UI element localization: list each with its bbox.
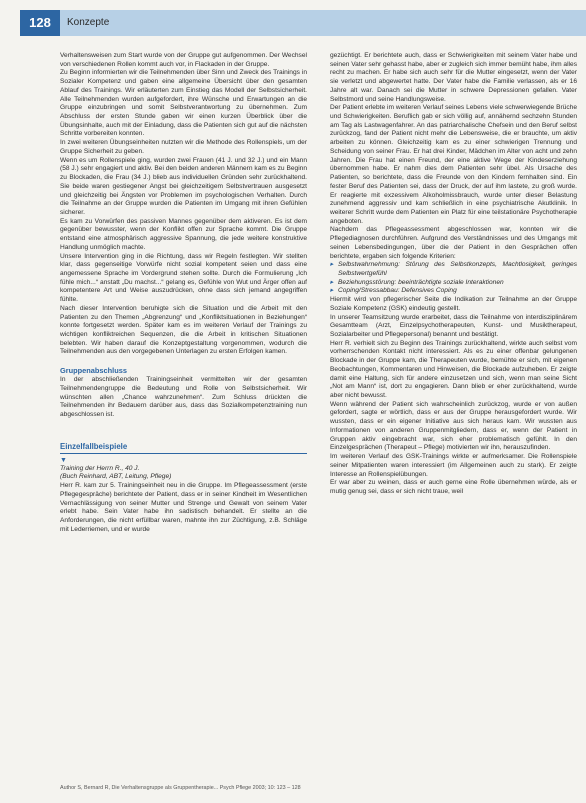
case-heading-rule	[60, 453, 307, 454]
paragraph: gezüchtigt. Er berichtete auch, dass er Schwierigkeiten mit seinem Vater habe und seinen Vater sehr gehasst habe, aber er zugleich sich immer bemüht habe, ihm alles recht zu machen. Er habe sich auch sehr für die Mutter eingesetzt, wenn der Vater sie verletzt und abgewertet hatte. Der Vater habe die Familie verlassen, als er 16 Jahre alt war. Danach sei die Mutter in schwere Depressionen gefallen. Vater Selbstmord und seine Handlungsweise.	[330, 52, 577, 103]
case-subtitle: (Buch Reinhard, ABT, Leitung, Pflege)	[60, 473, 172, 481]
paragraph: In unserer Teamsitzung wurde erarbeitet, dass die Teilnahme von interdisziplinärem Gesamtteam (Arzt, Einzelpsychotherapeuten, Kunst- und Musiktherapeut, Sozialarbeiter und Pflegepersonal) benannt und bestätigt.	[330, 313, 577, 338]
section-title: Konzepte	[67, 17, 110, 28]
paragraph: Wenn es um Rollenspiele ging, wurden zwei Frauen (41 J. und 32 J.) und ein Mann (58 J.) sehr engagiert und aktiv. Bei den beiden anderen Männern kam es zu Beginn zu Blockaden, die Frau (34 J.) blieb aus individuellen Gründen sehr zurückhaltend. Sie beide waren gestiegener Angst bei gleichzeitigem Selbstvertrauen ausgesetzt und gleichzeitig bei Ängsten vor Problemen im psychologischen Verhalten. Durch die Teilnahme an der Gruppe wurden die Patienten im Umgang mit ihren Gefühlen sicherer.	[60, 156, 307, 216]
list-item: ▸ Selbstwahrnehmung: Störung des Selbstkonzepts, Machtlosigkeit, geringes Selbstwertgefühl	[330, 261, 577, 278]
paragraph: Zu Beginn informierten wir die Teilnehmenden über Sinn und Zweck des Trainings in Sozialer Kompetenz und gaben eine allgemeine Übersicht über den gesamten Ablauf des Trainings. Wir erläuterten zum Einstieg das Modell der Selbstsicherheit. Alle Teilnehmenden wurden aufgefordert, ihre Wünsche und Erwartungen an die Gruppe einzubringen und somit Selbstverantwortung zu übernehmen. Zum Abschluss der ersten Stunde gaben wir einen kurzen Überblick über die Übungsinhalte, auch mit der Einladung, dass die Patienten sich gut auf die nächsten Schritte vorbereiten konnten.	[60, 69, 307, 138]
paragraph: In zwei weiteren Übungseinheiten nutzten wir die Methode des Rollenspiels, um der Gruppe Sicherheit zu geben.	[60, 139, 307, 155]
paragraph: Verhaltensweisen zum Start wurde von der Gruppe gut aufgenommen. Der Wechsel von verschiedenen Rollen kommt auch vor, in Flackaden in der Gruppe.	[60, 52, 307, 68]
footer-citation: Author S, Bernard R, Die Verhaltensgruppe als Gruppentherapie... Psych Pflege 2003; 10: 123 – 128	[60, 785, 301, 791]
paragraph: Unsere Intervention ging in die Richtung, dass wir Regeln festlegten. Wir stellten klar, dass gegenseitige Vorwürfe nicht sozial kompetent seien und dass eine angemessene Sprache im Vordergrund stehen sollte. Durch die Formulierung „Ich fühle mich...“ anstatt „Du machst...“ gelang es, Gefühle von Wut und Ärger offen auf kompetentere Art und Weise auszudrücken, ohne dass sich jemand angegriffen fühlte.	[60, 252, 307, 304]
list-item: ▸ Coping/Stressabbau: Defensives Coping	[330, 287, 577, 296]
arrow-down-icon: ▼	[60, 456, 67, 464]
paragraph: In der abschließenden Trainingseinheit vermittelten wir der gesamten Teilnehmendengruppe die Bedeutung und Rolle von Selbstsicherheit. Wir wünschten allen „Chance wahrzunehmen“. Zum Schluss drückten die Teilnehmenden ihr Bedauern darüber aus, dass das Sozialkompetenztraining nun abgeschlossen ist.	[60, 376, 307, 419]
diagnosis-list	[330, 261, 577, 296]
case-title: Training der Herrn R., 40 J.	[60, 464, 140, 472]
right-column	[330, 52, 577, 497]
paragraph: Hiermit wird von pflegerischer Seite die Indikation zur Teilnahme an der Gruppe Soziale Kompetenz (GSK) eindeutig gestellt.	[330, 296, 577, 312]
paragraph: Der Patient erlebte im weiteren Verlauf seines Lebens viele schwerwiegende Brüche und Schwierigkeiten. Beruflich gab er sich völlig auf, annähernd sechzehn Stunden am Tag als Lastwagenfahrer. An das patriarchalische Chefsein und den Beruf selbst zurückzog, fand der Patient nicht mehr die Lebensweise, die er brauchte, um aktiv arbeiten zu können. Gleichzeitig kam es zu einer schwierigen Trennung und Scheidung von seiner Frau. Er hat drei Kinder, Mädchen im Alter von acht und zehn Jahren. Die Frau hat einen Freund, der eine aktive Wege der Kindeserziehung übernommen habe. Er nahm dies dem Patienten sehr übel. Als Ursache des Patienten, so berichtete, dass die Freunde von den Kindern fernhalten sind. Ein fester Beruf des Patienten sei, dass der Druck, der auf ihm lastete, zu groß wurde. Er reagierte mit exzessivem Alkoholmissbrauch, wurde unter dieser Belastung zunehmend aggressiv und kam schließlich in eine psychiatrische Akutklinik. In weiterer Schritt wurde dem Patienten ein Platz für eine teilstationäre Psychotherapie angeboten.	[330, 104, 577, 225]
paragraph: Er war aber zu weinen, dass er auch gerne eine Rolle übernehmen würde, als er mutig genug sei, dass er sich nicht traue, weil	[330, 479, 577, 495]
case-heading: Einzelfallbeispiele	[60, 441, 128, 451]
paragraph: Nachdem das Pflegeassessment abgeschlossen war, konnten wir die Pflegediagnosen durchführen. Aufgrund des Verständnisses und des Umgangs mit seinen Lebensbedingungen, über die der Patient in den Gesprächen offen berichtete, ergaben sich folgende Kriterien:	[330, 226, 577, 260]
paragraph: Wenn während der Patient sich wahrscheinlich zurückzog, wurde er von außen gefordert, sagte er wörtlich, dass er aus der Gruppe herausgefordert wurde. Wir wussten, dass er ein eigener Initiative aus sich heraus kam. Wir wussten aus Informationen von anderen Gruppenmitgliedern, dass er, wenn der Patient in Gruppen aktiv eingebracht war, sich eher problematisch gefühlt. In den Einzelgesprächen (Therapeut – Pflege) motivierten wir ihn, herauszufinden.	[330, 400, 577, 452]
paragraph: Herr R. verhielt sich zu Beginn des Trainings zurückhaltend, wirkte auch selbst vom vorherrschenden Kontakt nicht interessiert. Als es zu einer offenbar gelungenen Blockade in der Gruppe kam, die Therapeuten wurde, bemühte er sich, mit eigenen Beobachtungen, Kommentaren und Hinweisen, die Blockade aufzuheben. Er zeigte damit eine Haltung, sich für andere einzusetzen und sich, wenn man seine Sicht „Not am Mann“ ist, dort zu engagieren. Dann blieb er eher zurückhaltend, wurde aber nicht bewusst.	[330, 339, 577, 400]
paragraph: Herr R. kam zur 5. Trainingseinheit neu in die Gruppe. Im Pflegeassessment (erste Pflegegespräche) berichtete der Patient, dass er in seiner Kindheit im Wesentlichen Vernachlässigung von seiner Mutter und Strenge und Gewalt von seinem Vater erlebt habe. Sein Vater habe ihn sadistisch behandelt. Er stellte an die Anforderungen, die nicht erfüllbar waren, mahnte ihn zur Züchtigung, z.B. Schläge mit Lederriemen, und er wurde	[60, 482, 307, 533]
paragraph: Es kam zu Vorwürfen des passiven Mannes gegenüber dem aktiveren. Es ist dem gegenüber bewusster, wenn der Konflikt offen zur Sprache kommt. Die Gruppe entstand eine atmosphärisch aggressive Spannung, die jede weitere konstruktive Handlung unmöglich machte.	[60, 217, 307, 251]
list-item: ▸ Beziehungsstörung: beeinträchtigte soziale Interaktionen	[330, 279, 577, 288]
left-column	[60, 52, 307, 535]
paragraph: Im weiteren Verlauf des GSK-Trainings wirkte er aufmerksamer. Die Rollenspiele seiner Mitpatienten waren interessiert (im Allgemeinen auch zu stark). Er zeigte Interesse an Rollenspielübungen.	[330, 453, 577, 478]
paragraph: Nach dieser Intervention beruhigte sich die Situation und die Arbeit mit den Patienten zu den Themen „Abgrenzung“ und „Konfliktsituationen in Beziehungen“ konnte fortgesetzt werden. Später kam es im weiteren Verlauf der Trainings zu wichtigen konfliktreichen Sequenzen, die die Arbeit in kritischen Situationen belebten. Wir haben darauf die Konzeptgestaltung vorgenommen, wodurch die Teilnehmenden aus den vorgegebenen Unterlagen zu ersten Erfolgen kamen.	[60, 304, 307, 356]
subheading-gruppenabschluss: Gruppenabschluss	[60, 366, 127, 376]
page-number: 128	[20, 10, 60, 36]
